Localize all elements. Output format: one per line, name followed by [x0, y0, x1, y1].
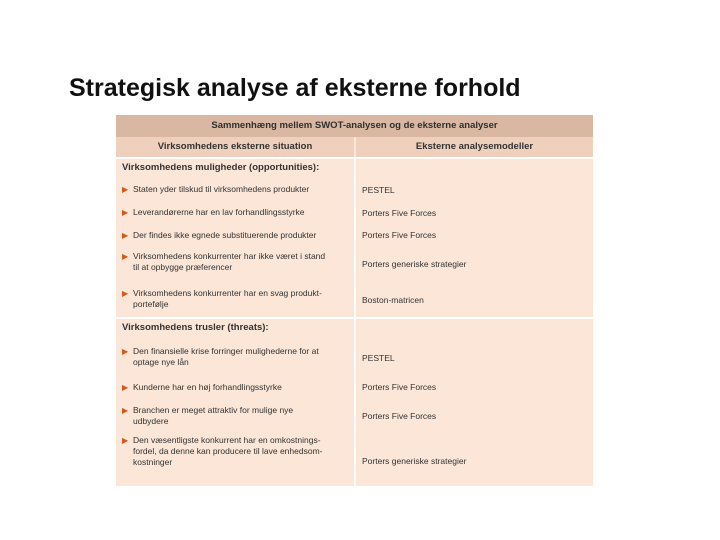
row-description-line: Der findes ikke egnede substituerende produkter: [133, 230, 317, 240]
bullet-arrow-icon: ▶: [122, 231, 129, 240]
row-description-line: Branchen er meget attraktiv for mulige nye: [133, 405, 294, 415]
row-description: [133, 288, 350, 310]
row-description-line: udbydere: [133, 416, 169, 426]
analysis-model-label: Porters generiske strategier: [362, 259, 467, 269]
bullet-arrow-icon: ▶: [122, 252, 129, 261]
bullet-arrow-icon: ▶: [122, 383, 129, 392]
row-description-line: Kunderne har en høj forhandlingsstyrke: [133, 382, 282, 392]
row-description: [133, 382, 350, 393]
bullet-arrow-icon: ▶: [122, 436, 129, 445]
column-header-analysis-models: Eksterne analysemodeller: [356, 137, 593, 157]
row-description-line: Virksomhedens konkurrenter har en svag produkt-: [133, 288, 322, 298]
analysis-model-label: PESTEL: [362, 353, 395, 363]
table-row-item: [122, 288, 350, 310]
table-row-item: [122, 435, 350, 468]
bullet-arrow-icon: ▶: [122, 185, 129, 194]
row-description-line: Leverandørerne har en lav forhandlingsstyrke: [133, 207, 305, 217]
row-description-line: Den finansielle krise forringer mulighederne for at: [133, 346, 319, 356]
table-row-item: [122, 184, 350, 195]
row-description-line: kostninger: [133, 457, 173, 467]
bullet-arrow-icon: ▶: [122, 289, 129, 298]
section-title-threats: Virksomhedens trusler (threats):: [122, 322, 269, 333]
bullet-arrow-icon: ▶: [122, 406, 129, 415]
swot-table-figure: [116, 115, 593, 486]
header-divider: [116, 157, 593, 159]
row-description-line: Staten yder tilskud til virksomhedens produkter: [133, 184, 310, 194]
slide-title: Strategisk analyse af eksterne forhold: [69, 74, 521, 102]
section-title-opportunities: Virksomhedens muligheder (opportunities):: [122, 162, 320, 173]
table-caption: Sammenhæng mellem SWOT-analysen og de eksterne analyser: [116, 115, 593, 137]
analysis-model-label: Porters Five Forces: [362, 411, 437, 421]
row-description-line: fordel, da denne kan producere til lave enhedsom-: [133, 446, 323, 456]
table-row-item: [122, 207, 350, 218]
table-row-item: [122, 382, 350, 393]
analysis-model-label: PESTEL: [362, 185, 395, 195]
row-description: [133, 251, 350, 273]
analysis-model-label: Boston-matricen: [362, 295, 424, 305]
row-description-line: Virksomhedens konkurrenter har ikke været i stand: [133, 251, 326, 261]
bullet-arrow-icon: ▶: [122, 208, 129, 217]
analysis-model-label: Porters Five Forces: [362, 382, 437, 392]
column-header-external-situation: Virksomhedens eksterne situation: [116, 137, 354, 157]
table-row-item: [122, 251, 350, 273]
section-divider: [116, 317, 593, 319]
row-description: [133, 207, 350, 218]
row-description-line: portefølje: [133, 299, 169, 309]
row-description: [133, 405, 350, 427]
row-description: [133, 435, 350, 468]
row-description: [133, 230, 350, 241]
table-row-item: [122, 405, 350, 427]
analysis-model-label: Porters generiske strategier: [362, 456, 467, 466]
row-description-line: optage nye lån: [133, 357, 189, 367]
analysis-model-label: Porters Five Forces: [362, 208, 437, 218]
table-row-item: [122, 346, 350, 368]
table-row-item: [122, 230, 350, 241]
bullet-arrow-icon: ▶: [122, 347, 129, 356]
column-divider: [354, 157, 356, 486]
row-description-line: Den væsentligste konkurrent har en omkostnings-: [133, 435, 321, 445]
analysis-model-label: Porters Five Forces: [362, 230, 437, 240]
row-description-line: til at opbygge præferencer: [133, 262, 233, 272]
row-description: [133, 184, 350, 195]
row-description: [133, 346, 350, 368]
